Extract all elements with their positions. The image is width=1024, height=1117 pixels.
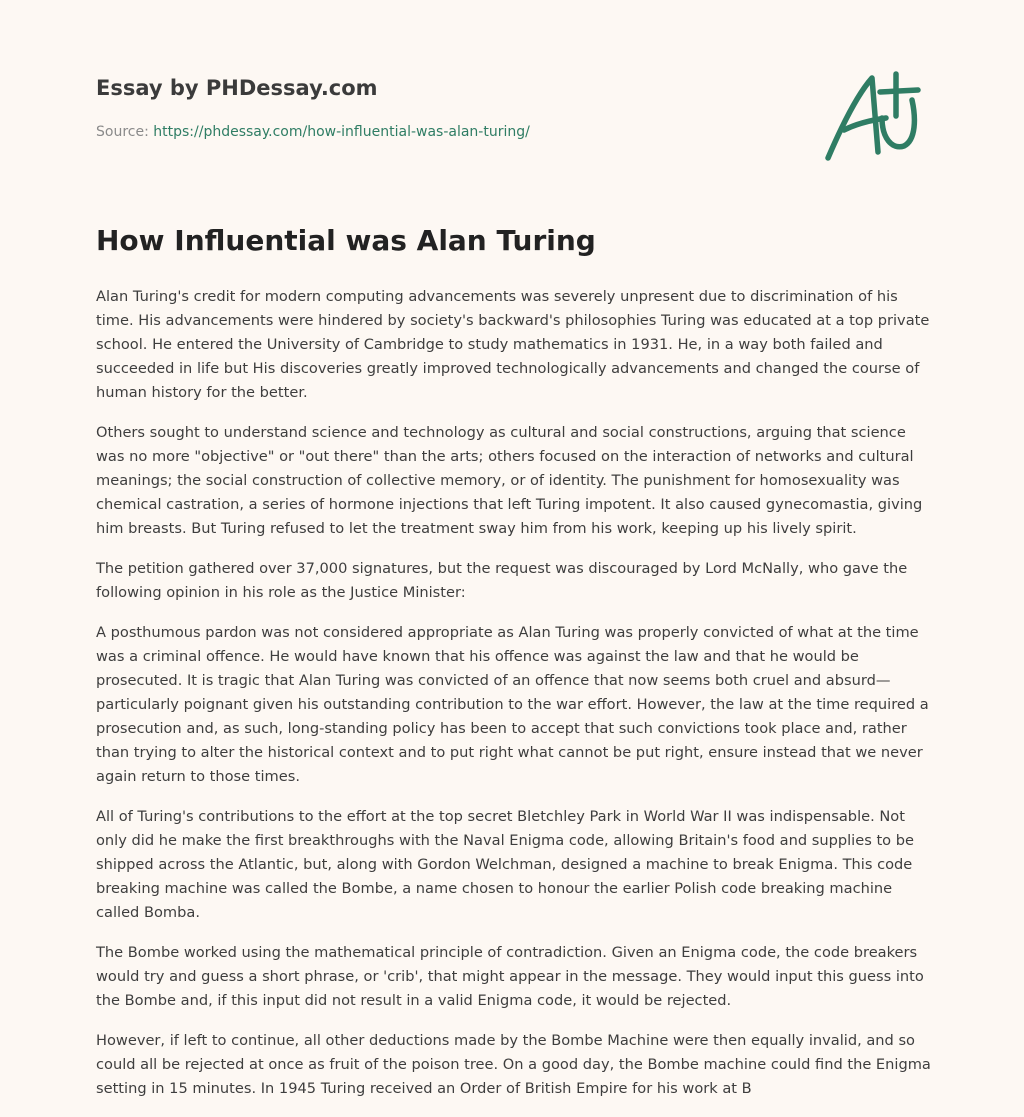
essay-title: How Influential was Alan Turing: [96, 224, 596, 257]
essay-paragraph: However, if left to continue, all other deductions made by the Bombe Machine were then equally invalid, and so could all be rejected at once as fruit of the poison tree. On a good day, the Bombe machine could find the Enigma setting in 15 minutes. In 1945 Turing received an Order of British Empire for his work at B: [96, 1032, 931, 1097]
essay-paragraph: Alan Turing's credit for modern computing advancements was severely unpresent due to discrimination of his time. His advancements were hindered by society's backward's philosophies Turing was educated at a top private school. He entered the University of Cambridge to study mathematics in 1931. He, in a way both failed and succeeded in life but His discoveries greatly improved technologically advancements and changed the course of human history for the better.: [96, 288, 930, 401]
source-line: [96, 124, 530, 140]
essay-paragraph: All of Turing's contributions to the effort at the top secret Bletchley Park in World War II was indispensable. Not only did he make the first breakthroughs with the Naval Enigma code, allowing Britain's food and supplies to be shipped across the Atlantic, but, along with Gordon Welchman, designed a machine to break Enigma. This code breaking machine was called the Bombe, a name chosen to honour the earlier Polish code breaking machine called Bomba.: [96, 808, 914, 921]
essay-paragraph: The petition gathered over 37,000 signatures, but the request was discouraged by Lord McNally, who gave the following opinion in his role as the Justice Minister:: [96, 560, 908, 601]
essay-paragraph: The Bombe worked using the mathematical principle of contradiction. Given an Enigma code, the code breakers would try and guess a short phrase, or 'crib', that might appear in the message. They would input this guess into the Bombe and, if this input did not result in a valid Enigma code, it would be rejected.: [96, 944, 924, 1009]
essay-paragraph: Others sought to understand science and technology as cultural and social constructions, arguing that science was no more "objective" or "out there" than the arts; others focused on the interaction of networks and cultural meanings; the social construction of collective memory, or of identity. The punishment for homosexuality was chemical castration, a series of hormone injections that left Turing impotent. It also caused gynecomastia, giving him breasts. But Turing refused to let the treatment sway him from his work, keeping up his lively spirit.: [96, 424, 923, 537]
essay-paragraph: A posthumous pardon was not considered appropriate as Alan Turing was properly convicted of what at the time was a criminal offence. He would have known that his offence was against the law and that he would be prosecuted. It is tragic that Alan Turing was convicted of an offence that now seems both cruel and absurd—particularly poignant given his outstanding contribution to the war effort. However, the law at the time required a prosecution and, as such, long-standing policy has been to accept that such convictions took place and, rather than trying to alter the historical context and to put right what cannot be put right, ensure instead that we never again return to those times.: [96, 624, 929, 785]
source-link[interactable]: https://phdessay.com/how-influential-was-alan-turing/: [153, 124, 530, 140]
a-plus-logo-icon: [822, 68, 924, 166]
source-label: Source:: [96, 124, 149, 140]
site-brand: Essay by PHDessay.com: [96, 76, 378, 100]
essay-body: [96, 285, 936, 1117]
